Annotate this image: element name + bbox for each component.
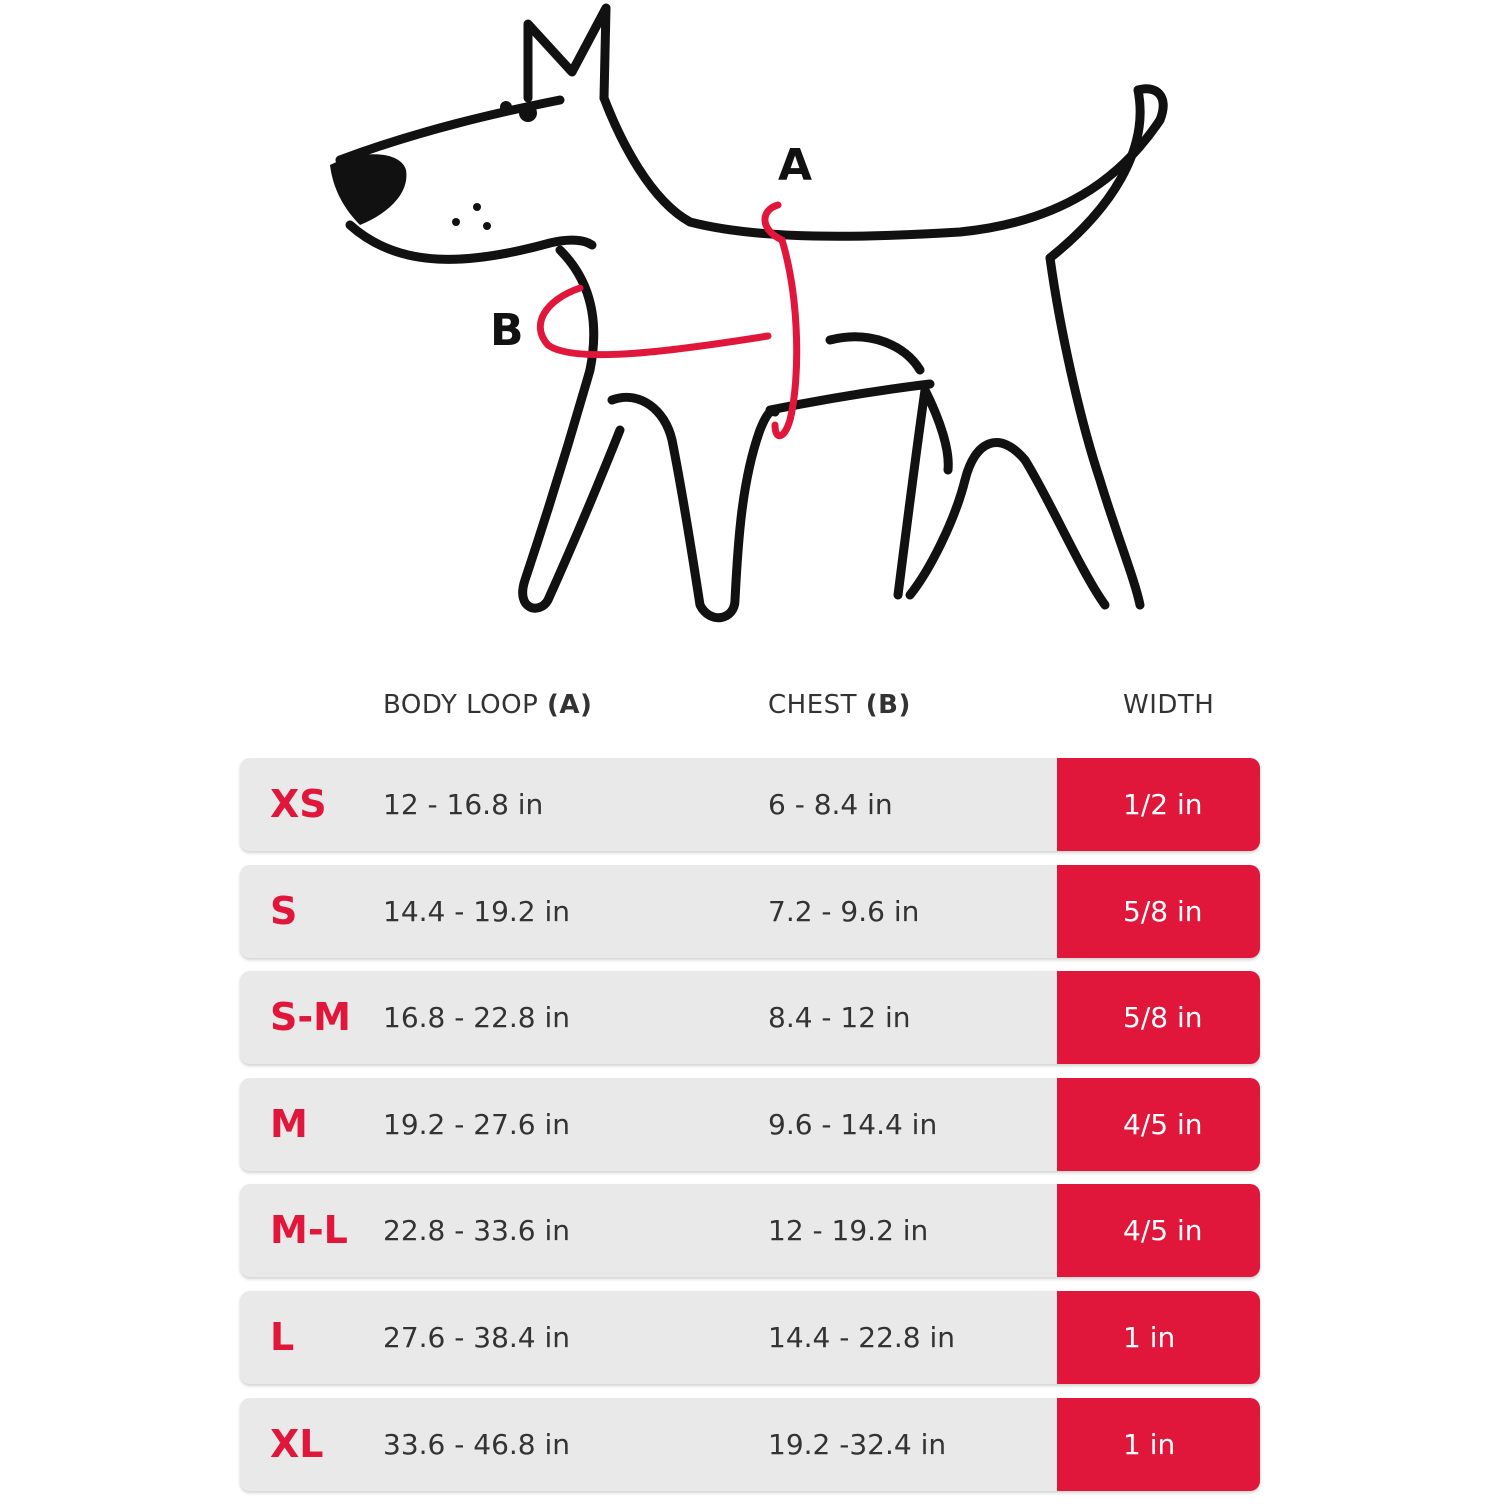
chest-value: 6 - 8.4 in xyxy=(768,788,893,821)
width-cell xyxy=(1057,1184,1260,1277)
body-loop-value: 27.6 - 38.4 in xyxy=(383,1320,571,1354)
size-label: S-M xyxy=(270,995,351,1040)
table-header xyxy=(0,690,1500,740)
dog-ear xyxy=(528,8,606,98)
size-label: L xyxy=(270,1314,295,1359)
chest-value: 8.4 - 12 in xyxy=(768,1001,911,1035)
width-cell xyxy=(1057,1291,1260,1384)
width-cell xyxy=(1057,971,1260,1064)
size-label: XL xyxy=(270,1421,324,1466)
body-loop-value: 19.2 - 27.6 in xyxy=(383,1107,571,1141)
dog-nose xyxy=(330,154,406,225)
size-label: M-L xyxy=(270,1208,348,1253)
dog-front-leg-a xyxy=(523,370,620,608)
width-value: 5/8 in xyxy=(1123,894,1203,928)
table-row xyxy=(240,865,1260,958)
dog-eye-outer xyxy=(500,101,512,113)
chest-value: 12 - 19.2 in xyxy=(768,1214,929,1248)
chest-value: 19.2 -32.4 in xyxy=(768,1427,947,1461)
width-value: 4/5 in xyxy=(1123,1214,1203,1248)
dog-illustration xyxy=(0,0,1500,650)
width-value: 1/2 in xyxy=(1123,788,1203,821)
size-label: S xyxy=(270,888,298,933)
dog-chest-contour xyxy=(830,337,920,370)
size-table xyxy=(240,758,1260,1504)
dog-hind-leg-outer xyxy=(1050,258,1140,605)
width-cell xyxy=(1057,758,1260,851)
size-label: M xyxy=(270,1101,308,1146)
table-row xyxy=(240,1398,1260,1491)
width-cell xyxy=(1057,1398,1260,1491)
chest-loop-b-marker xyxy=(540,288,768,355)
width-cell xyxy=(1057,1078,1260,1171)
table-row xyxy=(240,758,1260,851)
body-loop-value: 16.8 - 22.8 in xyxy=(383,1001,571,1035)
body-loop-value: 12 - 16.8 in xyxy=(383,788,544,821)
size-label: XS xyxy=(270,782,327,826)
header-chest: CHEST (B) xyxy=(768,690,911,720)
header-width: WIDTH xyxy=(1123,690,1215,720)
table-row xyxy=(240,1184,1260,1277)
dog-back xyxy=(604,98,1160,236)
dog-hind-leg-inner xyxy=(910,443,1105,605)
dog-eye xyxy=(519,104,537,122)
marker-b-label: B xyxy=(490,305,524,356)
table-row xyxy=(240,971,1260,1064)
dog-jaw xyxy=(350,225,592,259)
header-body-loop: BODY LOOP (A) xyxy=(383,690,593,720)
width-value: 1 in xyxy=(1123,1320,1176,1354)
width-cell xyxy=(1057,865,1260,958)
dog-front-leg-b xyxy=(612,397,775,617)
dog-rear-leg xyxy=(898,390,948,595)
body-loop-value: 33.6 - 46.8 in xyxy=(383,1427,571,1461)
table-row xyxy=(240,1291,1260,1384)
body-loop-value: 22.8 - 33.6 in xyxy=(383,1214,571,1248)
body-loop-value: 14.4 - 19.2 in xyxy=(383,894,571,928)
table-row xyxy=(240,1078,1260,1171)
width-value: 5/8 in xyxy=(1123,1001,1203,1035)
chest-value: 9.6 - 14.4 in xyxy=(768,1107,938,1141)
marker-a-label: A xyxy=(778,140,813,191)
chest-value: 7.2 - 9.6 in xyxy=(768,894,920,928)
width-value: 1 in xyxy=(1123,1427,1176,1461)
width-value: 4/5 in xyxy=(1123,1107,1203,1141)
chest-value: 14.4 - 22.8 in xyxy=(768,1320,956,1354)
